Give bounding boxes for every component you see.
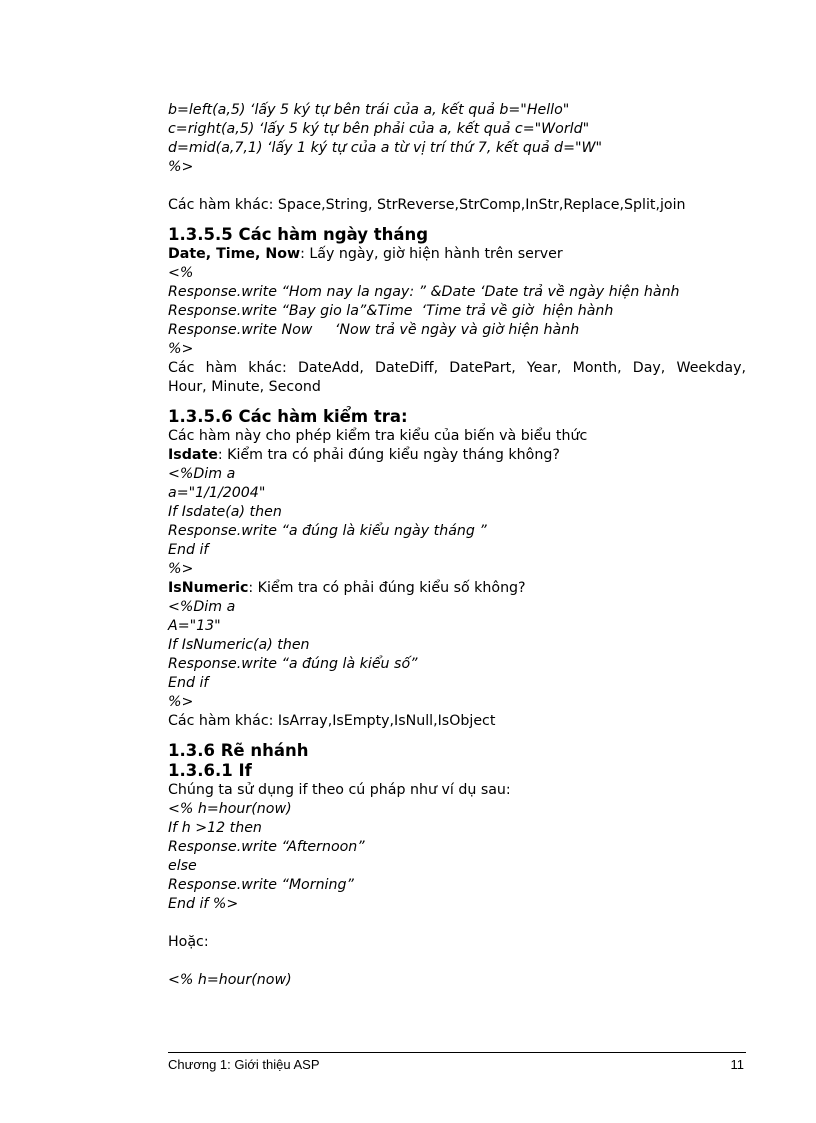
date-intro bbox=[168, 245, 746, 264]
section-heading-branch: 1.3.6 Rẽ nhánh bbox=[168, 741, 309, 760]
code-line: %> bbox=[168, 341, 194, 357]
code-line: <%Dim a bbox=[168, 466, 236, 482]
page-number: 11 bbox=[730, 1057, 744, 1072]
code-line: End if bbox=[168, 542, 209, 558]
code-line: Response.write “Hom nay la ngay: ” &Date ‘Date trả về ngày hiện hành bbox=[168, 284, 680, 300]
section-heading-date: 1.3.5.5 Các hàm ngày tháng bbox=[168, 225, 429, 244]
isdate-keyword: Isdate bbox=[168, 447, 218, 463]
date-intro-text: : Lấy ngày, giờ hiện hành trên server bbox=[300, 246, 563, 262]
footer-chapter-title: Chương 1: Giới thiệu ASP bbox=[168, 1057, 320, 1072]
code-line: %> bbox=[168, 159, 194, 175]
code-line: Response.write “Morning” bbox=[168, 877, 354, 893]
page-footer bbox=[168, 1057, 746, 1072]
code-line: a="1/1/2004" bbox=[168, 485, 266, 501]
code-line: %> bbox=[168, 694, 194, 710]
code-line: Response.write “Bay gio la”&Time ‘Time trả về giờ hiện hành bbox=[168, 303, 614, 319]
date-intro-keywords: Date, Time, Now bbox=[168, 246, 301, 262]
check-other-functions: Các hàm khác: IsArray,IsEmpty,IsNull,IsObject bbox=[168, 713, 496, 729]
code-line: End if %> bbox=[168, 896, 239, 912]
code-line: Response.write Now ‘Now trả về ngày và giờ hiện hành bbox=[168, 322, 580, 338]
isdate-description bbox=[168, 446, 746, 465]
code-line: Response.write “Afternoon” bbox=[168, 839, 365, 855]
code-line: If Isdate(a) then bbox=[168, 504, 282, 520]
code-block-string-funcs bbox=[168, 101, 746, 177]
code-line: <% h=hour(now) bbox=[168, 801, 292, 817]
branch-intro: Chúng ta sử dụng if theo cú pháp như ví dụ sau: bbox=[168, 782, 511, 798]
code-line: A="13" bbox=[168, 618, 221, 634]
date-other-functions-line1: Các hàm khác: DateAdd, DateDiff, DatePart, Year, Month, Day, Weekday, bbox=[168, 360, 746, 376]
page-body bbox=[168, 101, 746, 990]
code-line: Response.write “a đúng là kiểu ngày tháng ” bbox=[168, 523, 487, 539]
code-line: else bbox=[168, 858, 197, 874]
isdate-text: : Kiểm tra có phải đúng kiểu ngày tháng không? bbox=[217, 447, 560, 463]
isnumeric-description bbox=[168, 579, 746, 598]
or-label: Hoặc: bbox=[168, 934, 209, 950]
code-block-isdate bbox=[168, 465, 746, 579]
string-other-functions: Các hàm khác: Space,String, StrReverse,StrComp,InStr,Replace,Split,join bbox=[168, 197, 686, 213]
isnumeric-text: : Kiểm tra có phải đúng kiểu số không? bbox=[248, 580, 526, 596]
check-intro: Các hàm này cho phép kiểm tra kiểu của biến và biểu thức bbox=[168, 428, 588, 444]
code-line: <% bbox=[168, 265, 194, 281]
section-heading-check: 1.3.5.6 Các hàm kiểm tra: bbox=[168, 407, 408, 426]
code-line: End if bbox=[168, 675, 209, 691]
code-line: b=left(a,5) ‘lấy 5 ký tự bên trái của a, kết quả b="Hello" bbox=[168, 102, 570, 118]
code-block-date bbox=[168, 264, 746, 359]
code-line: Response.write “a đúng là kiểu số” bbox=[168, 656, 418, 672]
code-line: %> bbox=[168, 561, 194, 577]
code-line: <% h=hour(now) bbox=[168, 972, 292, 988]
code-line: d=mid(a,7,1) ‘lấy 1 ký tự của a từ vị trí thứ 7, kết quả d="W" bbox=[168, 140, 603, 156]
date-other-functions-line2: Hour, Minute, Second bbox=[168, 379, 321, 395]
code-block-if bbox=[168, 800, 746, 914]
isnumeric-keyword: IsNumeric bbox=[168, 580, 249, 596]
code-line: If IsNumeric(a) then bbox=[168, 637, 310, 653]
code-line: <%Dim a bbox=[168, 599, 236, 615]
subsection-heading-if: 1.3.6.1 If bbox=[168, 761, 252, 780]
code-block-isnumeric bbox=[168, 598, 746, 712]
code-line: If h >12 then bbox=[168, 820, 262, 836]
footer-divider bbox=[168, 1052, 746, 1053]
code-line: c=right(a,5) ‘lấy 5 ký tự bên phải của a, kết quả c="World" bbox=[168, 121, 590, 137]
